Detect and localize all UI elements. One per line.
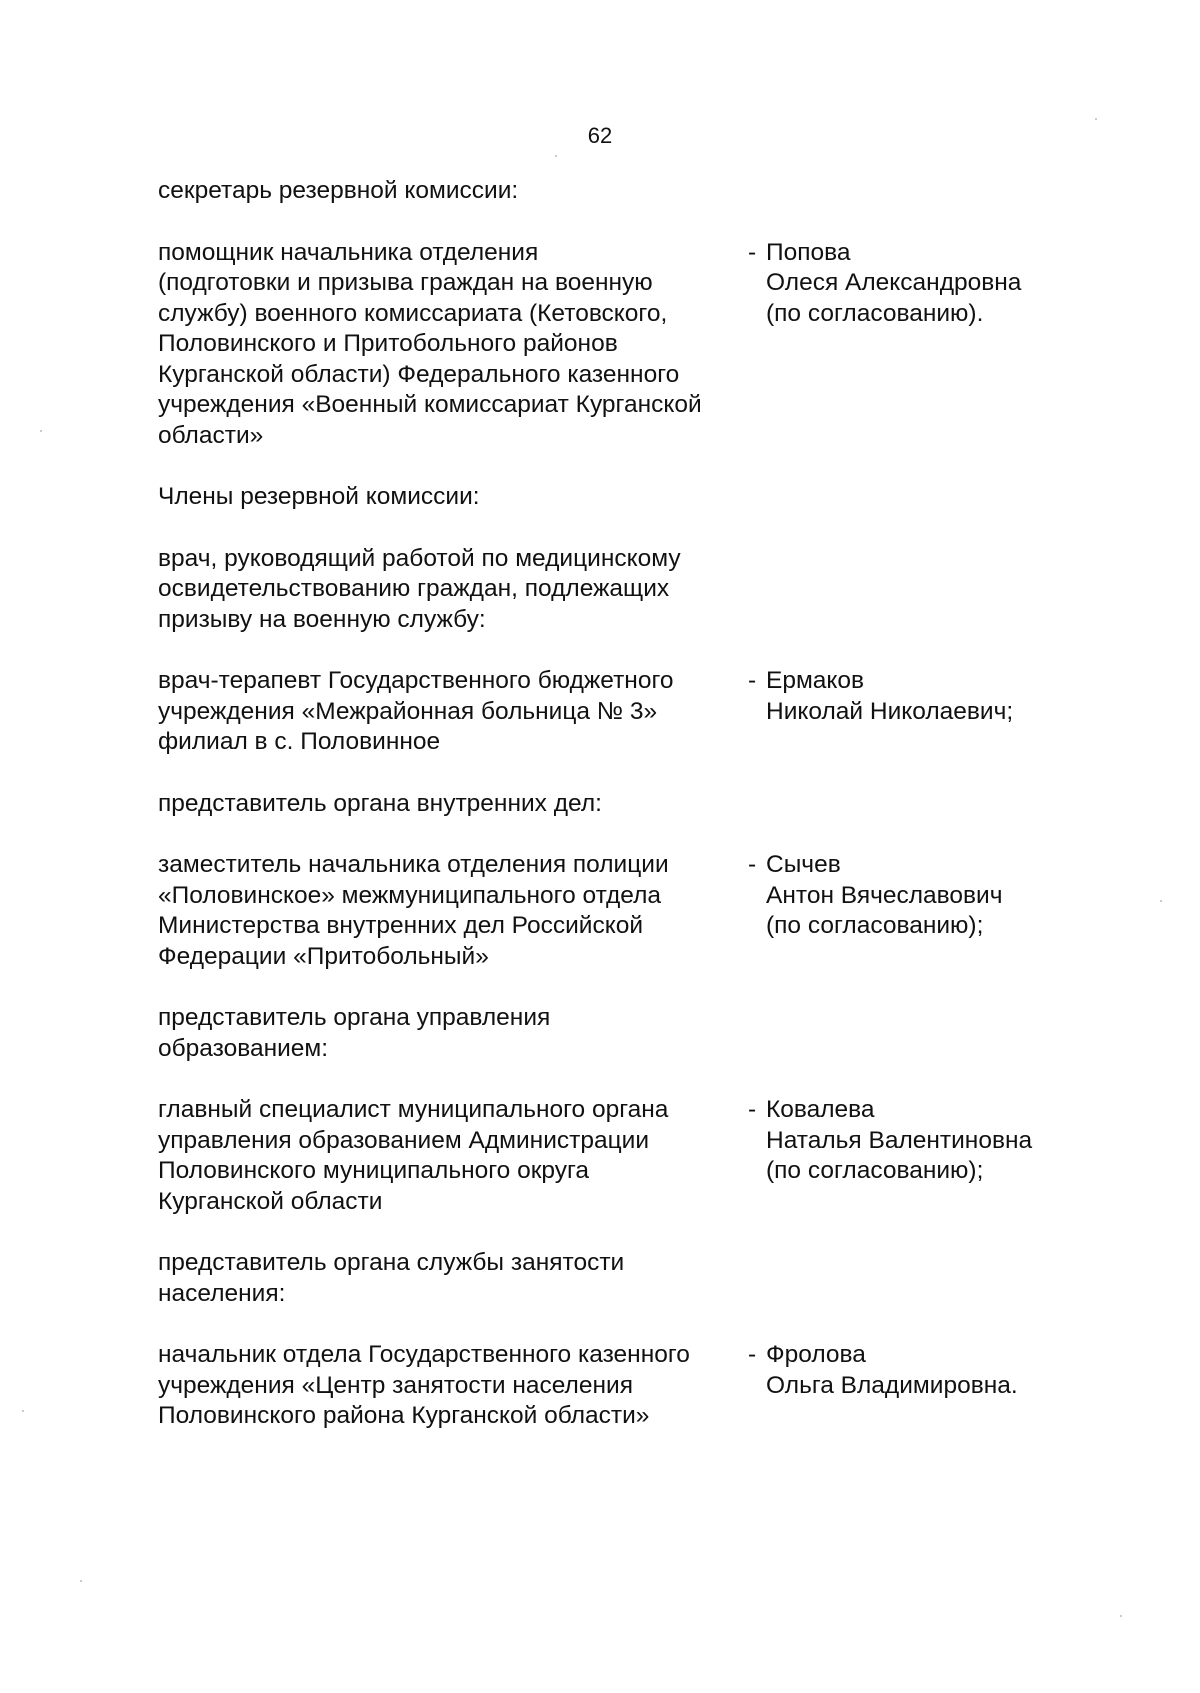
- position-line: «Половинское» межмуниципального отдела: [158, 881, 662, 909]
- position-line: учреждения «Межрайонная больница № 3»: [158, 697, 658, 725]
- member-position: [158, 1340, 748, 1432]
- member-name: [766, 1095, 1058, 1217]
- heading-line: Члены резервной комиссии:: [158, 483, 480, 510]
- name-line: Фролова: [766, 1341, 866, 1368]
- position-line: Половинского муниципального округа: [158, 1157, 590, 1184]
- police-heading: [158, 789, 718, 820]
- position-line: начальник отдела Государственного казенного: [158, 1341, 690, 1368]
- scan-speck: [555, 155, 557, 157]
- member-dash: -: [748, 1341, 757, 1368]
- employment-heading: [158, 1248, 718, 1309]
- scan-speck: [1120, 1615, 1122, 1617]
- name-line: (по согласованию);: [766, 1157, 984, 1184]
- heading-line: представитель органа службы занятости: [158, 1249, 625, 1276]
- name-line: Ермаков: [766, 667, 865, 694]
- position-line: главный специалист муниципального органа: [158, 1096, 669, 1123]
- member-doctor: [158, 666, 1058, 758]
- heading-line: секретарь резервной комиссии:: [158, 177, 519, 204]
- name-line: Олеся Александровна: [766, 269, 1022, 296]
- heading-line: призыву на военную службу:: [158, 605, 486, 633]
- heading-line: представитель органа внутренних дел:: [158, 789, 602, 817]
- position-line: Половинского района Курганской области»: [158, 1402, 650, 1429]
- member-position: [158, 1095, 748, 1217]
- position-line: помощник начальника отделения: [158, 238, 539, 266]
- position-line: врач-терапевт Государственного бюджетного: [158, 667, 674, 694]
- name-line: Ольга Владимировна.: [766, 1371, 1018, 1399]
- commission-list: [158, 176, 1058, 1463]
- position-line: Курганской области: [158, 1187, 383, 1215]
- name-line: (по согласованию);: [766, 912, 984, 939]
- education-heading: [158, 1003, 718, 1064]
- member-education: [158, 1095, 1058, 1217]
- position-line: Половинского и Притобольного районов: [158, 330, 618, 357]
- member-name: [766, 850, 1058, 972]
- secretary-heading: [158, 176, 718, 207]
- position-line: Министерства внутренних дел Российской: [158, 912, 643, 939]
- name-line: Сычев: [766, 851, 841, 878]
- position-line: филиал в с. Половинное: [158, 728, 441, 755]
- position-line: Курганской области) Федерального казенного: [158, 360, 680, 388]
- heading-line: образованием:: [158, 1034, 329, 1062]
- member-dash: -: [748, 1096, 757, 1123]
- name-line: Николай Николаевич;: [766, 697, 1014, 725]
- member-position: [158, 850, 748, 972]
- name-line: Ковалева: [766, 1096, 875, 1123]
- member-name: [766, 238, 1058, 452]
- name-line: (по согласованию).: [766, 299, 984, 327]
- member-dash: -: [748, 851, 757, 878]
- position-line: учреждения «Военный комиссариат Курганской: [158, 391, 702, 418]
- scan-speck: [1160, 900, 1162, 902]
- page-number: 62: [587, 123, 613, 148]
- heading-line: врач, руководящий работой по медицинскому: [158, 544, 681, 572]
- name-line: Антон Вячеславович: [766, 881, 1003, 909]
- member-employment: [158, 1340, 1058, 1432]
- member-position: [158, 238, 748, 452]
- position-line: учреждения «Центр занятости населения: [158, 1371, 633, 1399]
- scan-speck: [22, 1410, 24, 1412]
- scan-speck: [40, 430, 42, 432]
- position-line: заместитель начальника отделения полиции: [158, 851, 669, 878]
- member-name: [766, 666, 1058, 758]
- doctor-heading: [158, 544, 718, 636]
- position-line: службу) военного комиссариата (Кетовского,: [158, 299, 668, 327]
- scan-speck: [80, 1580, 82, 1582]
- members-heading: [158, 482, 718, 513]
- scan-speck: [1095, 118, 1097, 120]
- member-name: [766, 1340, 1058, 1432]
- position-line: (подготовки и призыва граждан на военную: [158, 269, 653, 296]
- position-line: Федерации «Притобольный»: [158, 942, 489, 970]
- member-secretary: [158, 238, 1058, 452]
- name-line: Наталья Валентиновна: [766, 1126, 1033, 1154]
- member-position: [158, 666, 748, 758]
- member-dash: -: [748, 238, 757, 266]
- position-line: области»: [158, 421, 264, 449]
- heading-line: населения:: [158, 1279, 286, 1307]
- member-dash: -: [748, 667, 757, 694]
- member-police: [158, 850, 1058, 972]
- heading-line: представитель органа управления: [158, 1004, 551, 1031]
- name-line: Попова: [766, 238, 851, 266]
- heading-line: освидетельствованию граждан, подлежащих: [158, 575, 670, 602]
- position-line: управления образованием Администрации: [158, 1126, 650, 1154]
